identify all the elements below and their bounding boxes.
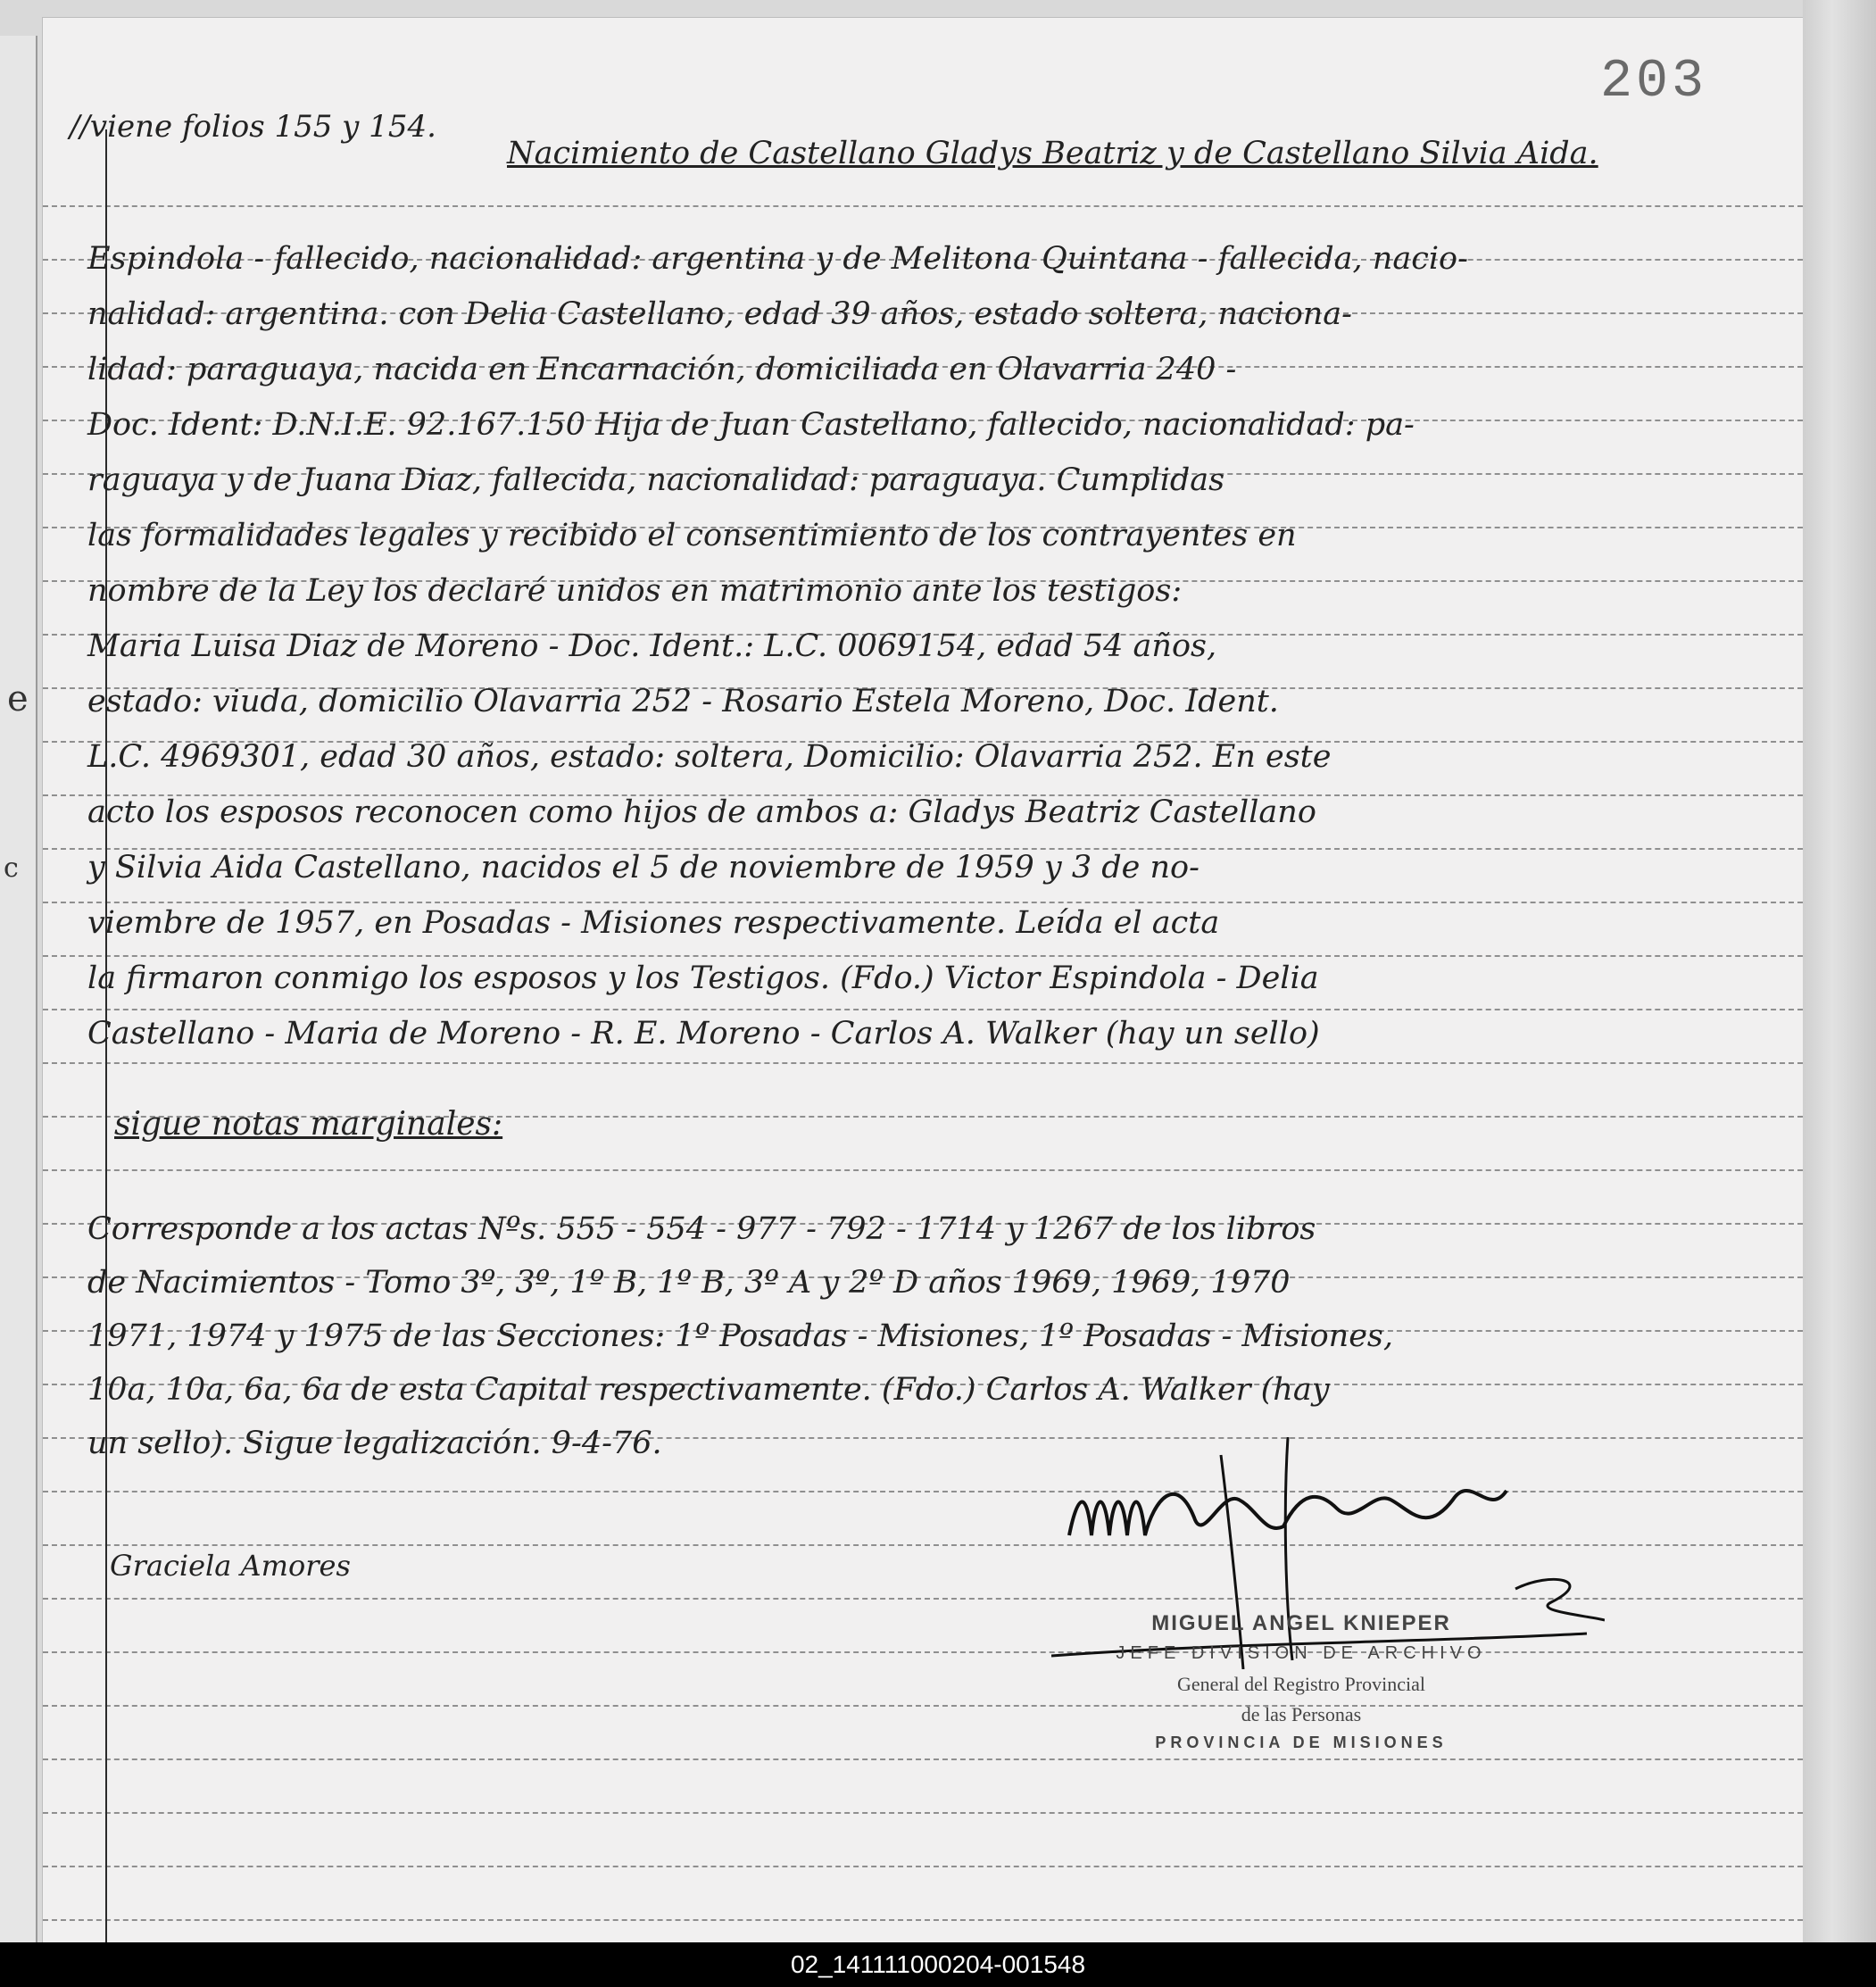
ruled-line bbox=[43, 1866, 1803, 1867]
entry-line: estado: viuda, domicilio Olavarria 252 - Rosario Estela Moreno, Doc. Ident. bbox=[87, 684, 1279, 719]
entry-line: Maria Luisa Diaz de Moreno - Doc. Ident.: L.C. 0069154, edad 54 años, bbox=[87, 628, 1217, 664]
stamp-office-2: de las Personas bbox=[1241, 1703, 1362, 1725]
entry-line: L.C. 4969301, edad 30 años, estado: soltera, Domicilio: Olavarria 252. En este bbox=[87, 739, 1332, 775]
header-continuation: //viene folios 155 y 154. bbox=[70, 109, 436, 145]
entry-line: las formalidades legales y recibido el consentimiento de los contrayentes en bbox=[87, 518, 1297, 553]
entry-line: viembre de 1957, en Posadas - Misiones respectivamente. Leída el acta bbox=[87, 905, 1220, 941]
entry-line: la firmaron conmigo los esposos y los Testigos. (Fdo.) Victor Espindola - Delia bbox=[87, 960, 1319, 996]
entry-line: raguaya y de Juana Diaz, fallecida, nacionalidad: paraguaya. Cumplidas bbox=[87, 462, 1225, 498]
entry-line: Doc. Ident: D.N.I.E. 92.167.150 Hija de Juan Castellano, fallecido, nacionalidad: pa- bbox=[87, 407, 1415, 443]
stamp-office: General del Registro Provincial bbox=[1177, 1673, 1425, 1695]
entry-title: Nacimiento de Castellano Gladys Beatriz y de Castellano Silvia Aida. bbox=[507, 136, 1598, 171]
page-right-edge bbox=[1803, 0, 1876, 1942]
entry-line: nalidad: argentina. con Delia Castellano, edad 39 años, estado soltera, naciona- bbox=[87, 296, 1353, 332]
ruled-line bbox=[43, 205, 1803, 207]
entry-line: Castellano - Maria de Moreno - R. E. Moreno - Carlos A. Walker (hay un sello) bbox=[87, 1016, 1320, 1052]
ruled-line bbox=[43, 1812, 1803, 1814]
ruled-line bbox=[43, 1062, 1803, 1064]
ruled-line bbox=[43, 1009, 1803, 1010]
entry-line: nombre de la Ley los declaré unidos en matrimonio ante los testigos: bbox=[87, 573, 1183, 609]
binding-mark-c: c bbox=[4, 852, 19, 884]
marginal-note-line: un sello). Sigue legalización. 9-4-76. bbox=[87, 1426, 662, 1461]
stamp-title: JEFE DIVISION DE ARCHIVO bbox=[1116, 1643, 1487, 1663]
stamp-province: PROVINCIA DE MISIONES bbox=[1155, 1733, 1448, 1751]
marginal-notes-heading: sigue notas marginales: bbox=[114, 1106, 503, 1143]
image-code-bar: 02_141111000204-001548 bbox=[0, 1942, 1876, 1987]
entry-line: y Silvia Aida Castellano, nacidos el 5 de noviembre de 1959 y 3 de no- bbox=[87, 850, 1199, 885]
entry-line: acto los esposos reconocen como hijos de ambos a: Gladys Beatriz Castellano bbox=[87, 794, 1316, 830]
marginal-note-line: 10a, 10a, 6a, 6a de esta Capital respectivamente. (Fdo.) Carlos A. Walker (hay bbox=[87, 1372, 1330, 1408]
official-stamp bbox=[1025, 1611, 1578, 1752]
marginal-note-line: Corresponde a los actas Nºs. 555 - 554 - 977 - 792 - 1714 y 1267 de los libros bbox=[87, 1211, 1316, 1247]
stamp-name: MIGUEL ANGEL KNIEPER bbox=[1151, 1611, 1451, 1635]
entry-line: Espindola - fallecido, nacionalidad: argentina y de Melitona Quintana - fallecida, nacio- bbox=[87, 241, 1468, 277]
clerk-signature: Graciela Amores bbox=[110, 1549, 351, 1583]
ruled-line bbox=[43, 1758, 1803, 1760]
ruled-line bbox=[43, 955, 1803, 957]
folio-number: 203 bbox=[1600, 52, 1708, 112]
marginal-note-line: 1971, 1974 y 1975 de las Secciones: 1º Posadas - Misiones, 1º Posadas - Misiones, bbox=[87, 1318, 1394, 1354]
ruled-line bbox=[43, 1919, 1803, 1921]
entry-line: lidad: paraguaya, nacida en Encarnación, domiciliada en Olavarria 240 - bbox=[87, 352, 1237, 387]
previous-page-edge bbox=[0, 36, 37, 1942]
register-page bbox=[43, 18, 1803, 1942]
binding-mark-e: e bbox=[7, 678, 29, 719]
marginal-note-line: de Nacimientos - Tomo 3º, 3º, 1º B, 1º B, 3º A y 2º D años 1969, 1969, 1970 bbox=[87, 1265, 1291, 1301]
ruled-line bbox=[43, 1169, 1803, 1171]
